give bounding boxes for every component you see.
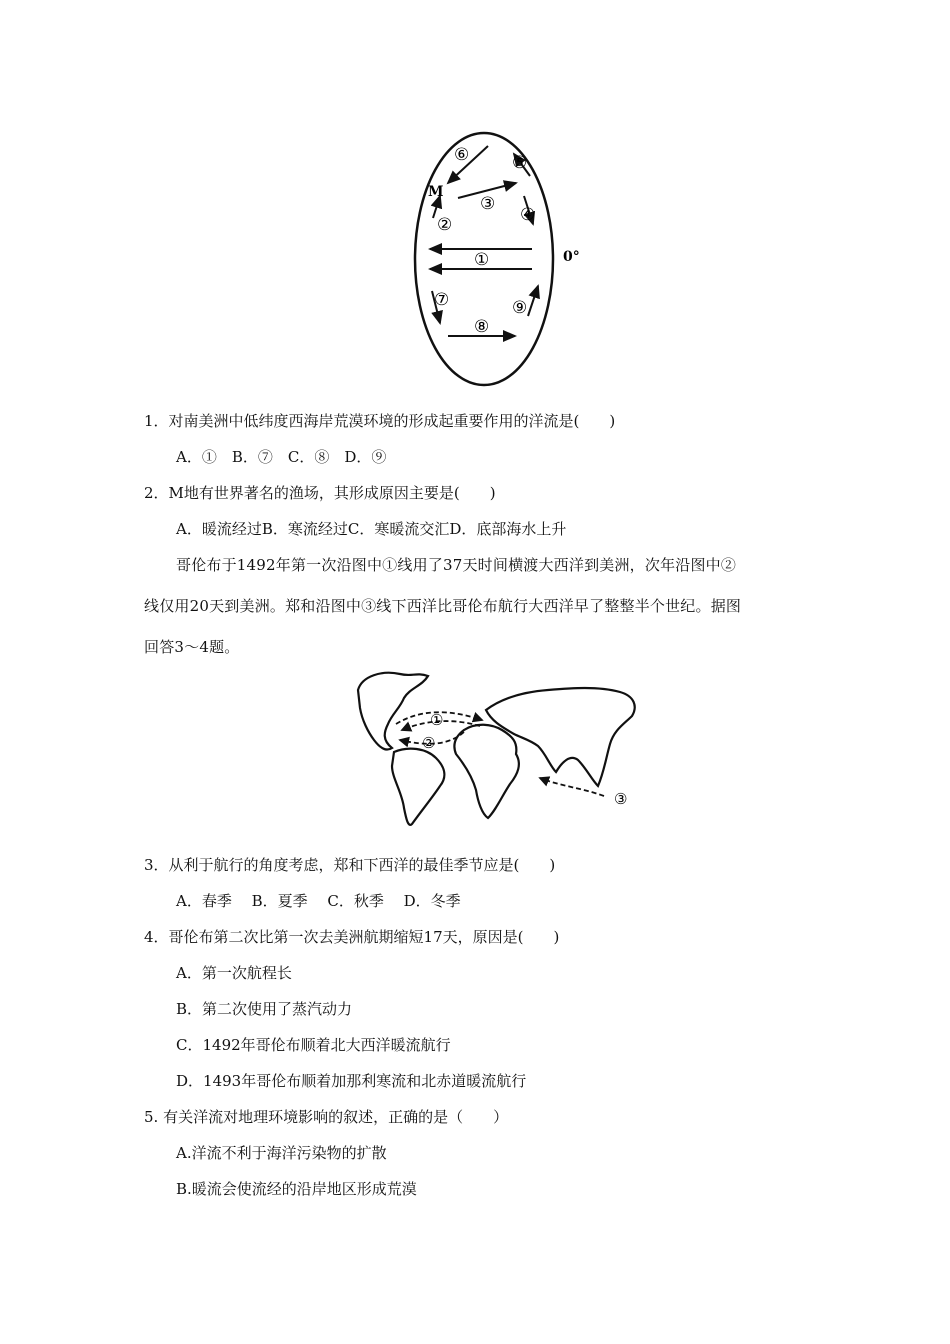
q1-stem: 1．对南美洲中低纬度西海岸荒漠环境的形成起重要作用的洋流是( ) — [144, 412, 616, 430]
route-label-2: ② — [422, 734, 436, 752]
passage-line-1: 哥伦布于1492年第一次沿图中①线用了37天时间横渡大西洋到美洲，次年沿图中② — [176, 556, 737, 574]
africa-outline — [454, 725, 518, 818]
label-1: ① — [474, 250, 490, 270]
passage-line-2: 线仅用20天到美洲。郑和沿图中③线下西洋比哥伦布航行大西洋早了整整半个世纪。据图 — [144, 597, 742, 615]
label-2: ② — [437, 215, 453, 235]
q2-options: A．暖流经过B．寒流经过C．寒暖流交汇D．底部海水上升 — [176, 520, 567, 538]
q4-option-b: B．第二次使用了蒸汽动力 — [176, 1000, 353, 1018]
north-america-outline — [358, 673, 428, 750]
label-3: ③ — [480, 194, 496, 214]
label-9: ⑨ — [512, 298, 528, 318]
arrow-9 — [528, 286, 538, 316]
label-equator: 0° — [563, 249, 580, 265]
q5-option-a: A.洋流不利于海洋污染物的扩散 — [176, 1144, 387, 1162]
ocean-current-diagram — [400, 128, 600, 390]
q2-stem: 2．M地有世界著名的渔场，其形成原因主要是( ) — [144, 484, 496, 502]
voyage-route-map — [352, 668, 642, 836]
south-america-outline — [392, 749, 444, 825]
q4-option-c: C．1492年哥伦布顺着北大西洋暖流航行 — [176, 1036, 451, 1054]
q1-options: A．① B．⑦ C．⑧ D．⑨ — [176, 448, 387, 466]
eurasia-outline — [486, 688, 635, 786]
q4-option-d: D．1493年哥伦布顺着加那利寒流和北赤道暖流航行 — [176, 1072, 527, 1090]
route-label-1: ① — [430, 711, 444, 729]
passage-line-3: 回答3～4题。 — [144, 638, 240, 656]
q4-option-a: A．第一次航程长 — [176, 964, 292, 982]
label-5: ⑤ — [512, 153, 528, 173]
q3-options: A．春季 B．夏季 C．秋季 D．冬季 — [176, 892, 461, 910]
q5-stem: 5. 有关洋流对地理环境影响的叙述，正确的是（ ） — [144, 1108, 509, 1126]
q4-stem: 4．哥伦布第二次比第一次去美洲航期缩短17天，原因是( ) — [144, 928, 560, 946]
route-label-3: ③ — [614, 790, 628, 808]
label-4: ④ — [520, 205, 536, 225]
q3-stem: 3．从利于航行的角度考虑，郑和下西洋的最佳季节应是( ) — [144, 856, 556, 874]
label-8: ⑧ — [474, 317, 490, 337]
label-6: ⑥ — [454, 145, 470, 165]
q5-option-b: B.暖流会使流经的沿岸地区形成荒漠 — [176, 1180, 417, 1198]
label-m: M — [428, 184, 444, 200]
label-7: ⑦ — [434, 290, 450, 310]
